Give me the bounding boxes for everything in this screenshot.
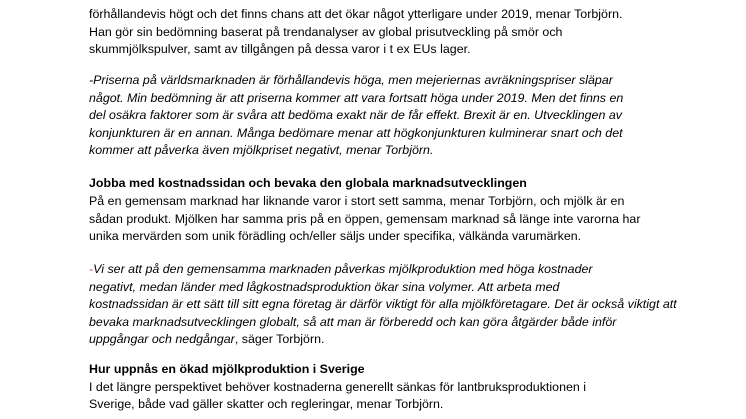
text-line: förhållandevis högt och det finns chans att det ökar något ytterligare under 2019, menar Torbjörn. bbox=[89, 7, 623, 21]
quote-line: -Priserna på världsmarknaden är förhållandevis höga, men mejeriernas avräkningspriser släpar bbox=[89, 73, 613, 87]
quote-line: kommer att påverka även mjölkpriset negativt, menar Torbjörn. bbox=[89, 143, 434, 157]
section-heading-cost-side: Jobba med kostnadssidan och bevaka den globala marknadsutvecklingen bbox=[89, 176, 527, 190]
text-line: Sverige, både vad gäller skatter och regleringar, menar Torbjörn. bbox=[89, 397, 444, 411]
section-heading-increased-production: Hur uppnås en ökad mjölkproduktion i Sverige bbox=[89, 362, 365, 376]
text-line: skummjölkspulver, samt av tillgången på dessa varor i t ex EUs lager. bbox=[89, 42, 471, 56]
text-line: På en gemensam marknad har liknande varor i stort sett samma, menar Torbjörn, och mjölk är en bbox=[89, 194, 625, 208]
quote-text: Vi ser att på den gemensamma marknaden påverkas mjölkproduktion med höga kostnader bbox=[93, 262, 593, 276]
text-line: Han gör sin bedömning baserat på trendanalyser av global prisutveckling på smör och bbox=[89, 24, 563, 39]
quote-line: något. Min bedömning är att priserna kommer att vara fortsatt höga under 2019. Men det finns en bbox=[89, 90, 624, 105]
text-line: unika mervärden som unik förädling och/eller säljs under specifika, välkända varumärken. bbox=[89, 229, 582, 243]
quote-line: kostnadssidan är ett sätt till sitt egna företag är därför viktigt för alla mjölkföretagare. Det är också viktigt att bbox=[89, 297, 677, 311]
quote-line bbox=[89, 261, 593, 279]
quote-dash: - bbox=[89, 262, 94, 276]
quote-line: bevaka marknadsutvecklingen globalt, så att man är förberedd och kan göra åtgärder både inför bbox=[89, 314, 617, 329]
text-line: I det längre perspektivet behöver kostnaderna generellt sänkas för lantbruksproduktionen i bbox=[89, 379, 587, 394]
attribution-text: , säger Torbjörn. bbox=[234, 332, 325, 346]
quote-line: negativt, medan länder med lågkostnadsproduktion ökar sina volymer. Att arbeta med bbox=[89, 279, 560, 294]
text-line: sådan produkt. Mjölken har samma pris på en öppen, gemensam marknad så länge inte varorna har bbox=[89, 211, 641, 226]
quote-line: konjunkturen är en annan. Många bedömare menar att högkonjunkturen kulminerar snart och det bbox=[89, 125, 623, 140]
quote-text: uppgångar och nedgångar bbox=[89, 332, 235, 346]
quote-line bbox=[89, 331, 325, 349]
quote-line: del osäkra faktorer som är svåra att bedöma exakt när de får effekt. Brexit är en. Utvecklingen av bbox=[89, 108, 622, 122]
